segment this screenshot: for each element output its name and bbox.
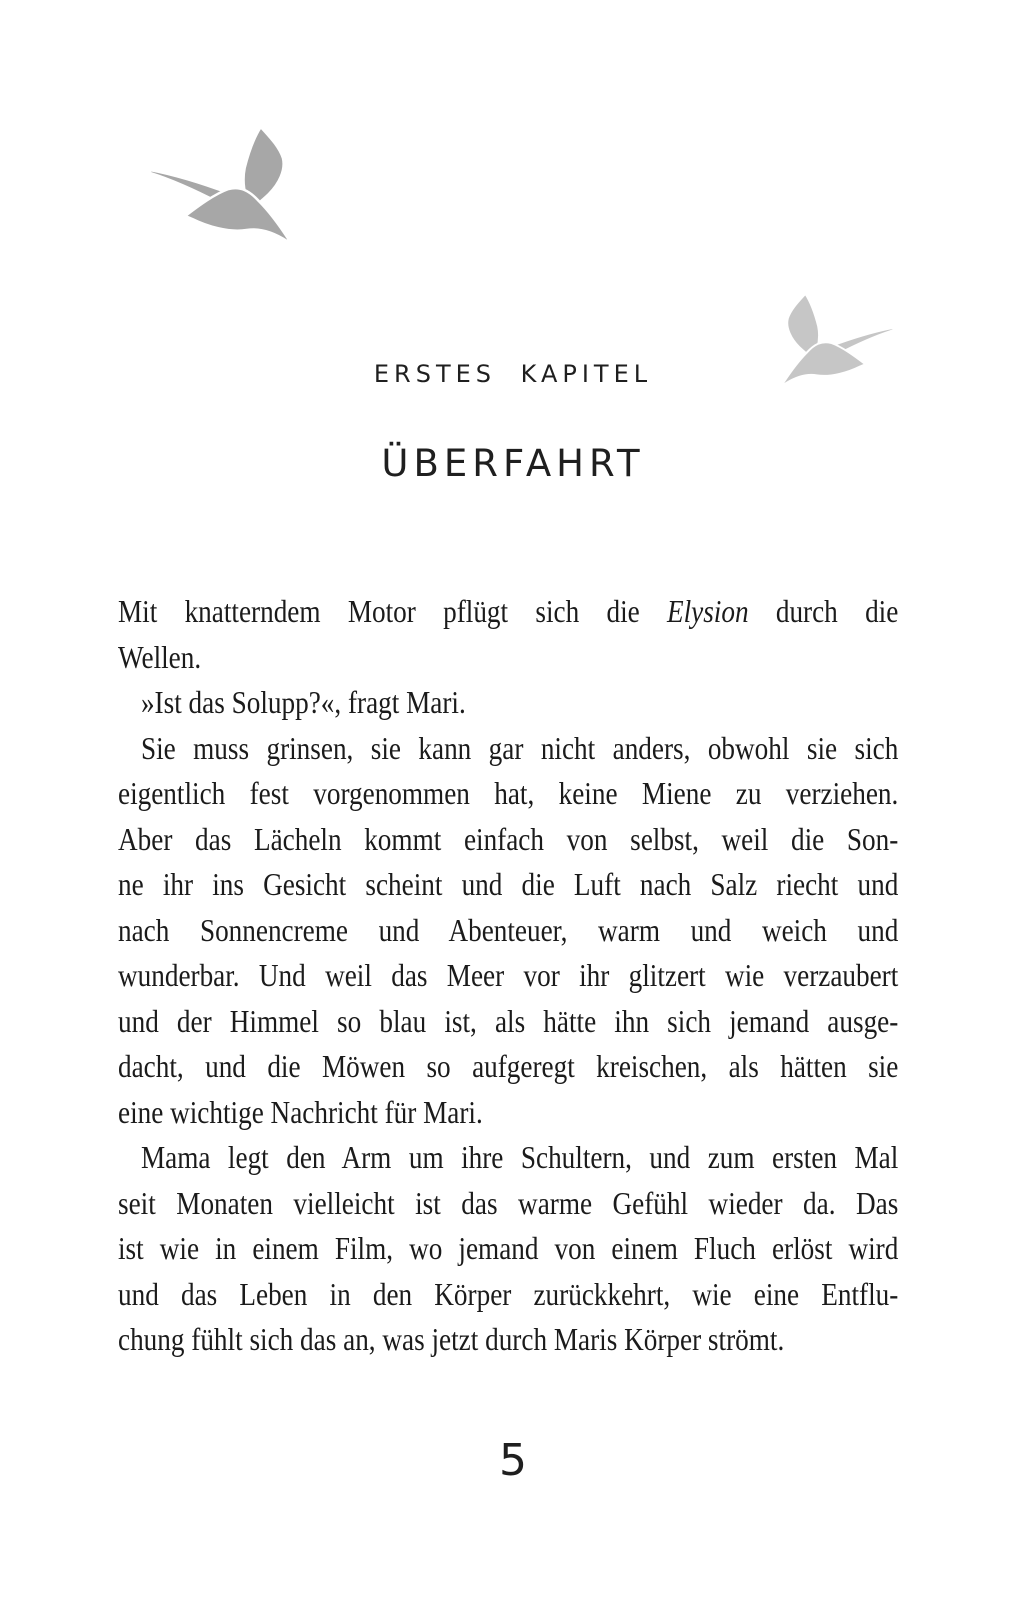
body-line xyxy=(118,1317,898,1363)
body-line xyxy=(118,862,898,908)
ship-name-italic: Elysion xyxy=(666,593,749,629)
body-line-text: und das Leben in den Körper zurückkehrt, wie eine Entflu- xyxy=(118,1275,899,1312)
body-line-text: »Ist das Solupp?«, fragt Mari. xyxy=(140,684,466,720)
body-line-text: Aber das Lächeln kommt einfach von selbst, weil die Son- xyxy=(118,820,899,857)
page-number: 5 xyxy=(499,1435,527,1486)
body-line-text: seit Monaten vielleicht ist das warme Gefühl wieder da. Das xyxy=(118,1184,899,1221)
body-line-text: Wellen. xyxy=(118,638,202,675)
body-line xyxy=(118,1181,898,1227)
body-line-text: wunderbar. Und weil das Meer vor ihr glitzert wie verzaubert xyxy=(118,957,899,993)
body-line-text: ne ihr ins Gesicht scheint und die Luft nach Salz riecht und xyxy=(118,866,899,902)
body-line xyxy=(118,999,898,1045)
body-line xyxy=(118,1272,898,1318)
body-line xyxy=(118,589,898,635)
body-line xyxy=(118,1135,898,1181)
body-line-text: durch die xyxy=(748,593,899,629)
chapter-title: ÜBERFAHRT xyxy=(381,442,645,485)
seagull-icon xyxy=(148,126,294,246)
body-line-text: und der Himmel so blau ist, als hätte ihn sich jemand ausge- xyxy=(118,1002,899,1039)
body-line-text: eine wichtige Nachricht für Mari. xyxy=(118,1093,483,1130)
body-line-text: eigentlich fest vorgenommen hat, keine Miene zu verziehen. xyxy=(118,775,899,811)
body-line-text: Mama legt den Arm um ihre Schultern, und zum ersten Mal xyxy=(140,1139,899,1175)
chapter-label: ERSTES KAPITEL xyxy=(373,360,653,388)
body-line xyxy=(118,817,898,863)
body-line-text: chung fühlt sich das an, was jetzt durch Maris Körper strömt. xyxy=(118,1321,785,1357)
body-line-text: Mit knatterndem Motor pflügt sich die xyxy=(118,593,667,629)
body-line xyxy=(118,726,898,772)
body-line xyxy=(118,771,898,817)
body-line xyxy=(118,1226,898,1272)
body-line xyxy=(118,680,898,726)
body-line-text: ist wie in einem Film, wo jemand von einem Fluch erlöst wird xyxy=(118,1230,899,1266)
body-line xyxy=(118,635,898,681)
body-line xyxy=(118,1044,898,1090)
body-line-text: nach Sonnencreme und Abenteuer, warm und weich und xyxy=(118,911,899,948)
body-line xyxy=(118,953,898,999)
body-line xyxy=(118,908,898,954)
body-text xyxy=(118,589,898,1363)
body-line xyxy=(118,1090,898,1136)
body-line-text: dacht, und die Möwen so aufgeregt kreischen, als hätten sie xyxy=(118,1048,899,1084)
body-line-text: Sie muss grinsen, sie kann gar nicht anders, obwohl sie sich xyxy=(140,729,899,766)
